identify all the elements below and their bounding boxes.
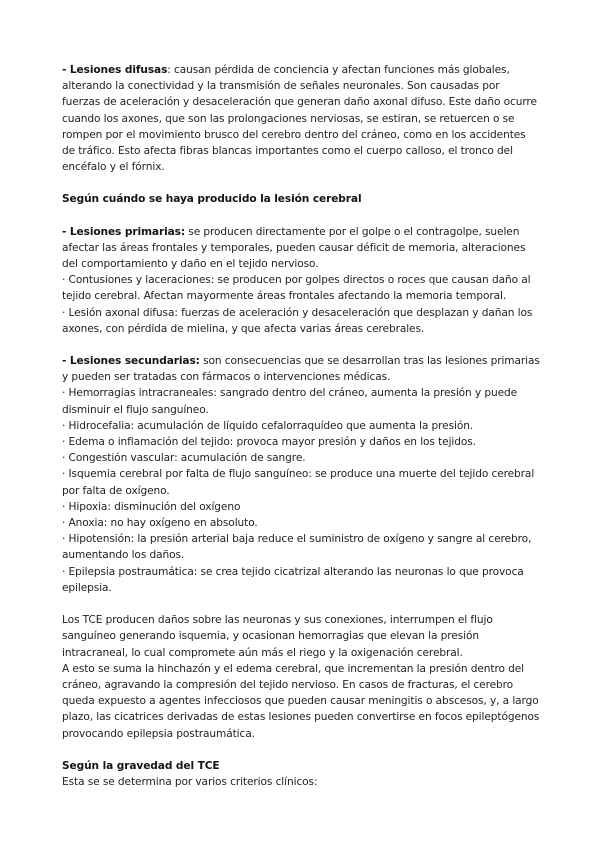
- heading-segun-gravedad: Según la gravedad del TCE: [62, 759, 220, 772]
- paragraph-lesiones-secundarias: [62, 353, 540, 385]
- list-item-contusiones: · Contusiones y laceraciones: se producen por golpes directos o roces que causan daño al tejido cerebral. Afectan mayormente áreas frontales afectando la memoria temporal.: [62, 274, 531, 303]
- spacer: [62, 208, 540, 224]
- document-body: [62, 62, 540, 790]
- spacer: [62, 742, 540, 758]
- list-item-lesion-axonal: · Lesión axonal difusa: fuerzas de aceleración y desaceleración que desplazan y dañan los axones, con pérdida de mielina, y que afecta varias áreas cerebrales.: [62, 306, 533, 335]
- term-lesiones-secundarias: - Lesiones secundarias:: [62, 355, 200, 368]
- lesiones-secundarias-text: son consecuencias que se desarrollan tras las lesiones primarias y pueden ser tratadas con fármacos o intervenciones médicas.: [62, 355, 540, 384]
- paragraph-lesiones-difusas: [62, 62, 540, 175]
- list-item-epilepsia: · Epilepsia postraumática: se crea tejido cicatrizal alterando las neuronas lo que provoca epilepsia.: [62, 565, 524, 594]
- list-item-hipoxia: · Hipoxia: disminución del oxígeno: [62, 500, 241, 513]
- list-item-anoxia: · Anoxia: no hay oxígeno en absoluto.: [62, 517, 258, 530]
- list-item-hidrocefalia: · Hidrocefalia: acumulación de líquido cefalorraquídeo que aumenta la presión.: [62, 419, 474, 432]
- list-item-congestion: · Congestión vascular: acumulación de sangre.: [62, 452, 306, 465]
- lesiones-difusas-text: : causan pérdida de conciencia y afectan funciones más globales, alterando la conectividad y la transmisión de señales neuronales. Son causadas por fuerzas de aceleración y desaceleración que generan daño axonal difuso. Este daño ocurre cuando los axones, que son las prolongaciones nerviosas, se estiran, se retuercen o se rompen por el movimiento brusco del cerebro dentro del cráneo, como en los accidentes de tráfico. Esto afecta fibras blancas importantes como el cuerpo calloso, el tronco del encéfalo y el fórnix.: [62, 64, 537, 174]
- term-lesiones-primarias: - Lesiones primarias:: [62, 225, 186, 238]
- spacer: [62, 175, 540, 191]
- paragraph-tce-1: Los TCE producen daños sobre las neuronas y sus conexiones, interrumpen el flujo sanguíneo generando isquemia, y ocasionan hemorragias que elevan la presión intracraneal, lo cual compromete aún más el riego y la oxigenación cerebral.: [62, 614, 493, 659]
- spacer: [62, 337, 540, 353]
- list-item-hipotension: · Hipotensión: la presión arterial baja reduce el suministro de oxígeno y sangre al cerebro, aumentando los daños.: [62, 533, 532, 562]
- lesiones-primarias-text: se producen directamente por el golpe o el contragolpe, suelen afectar las áreas frontales y temporales, pueden causar déficit de memoria, alteraciones del comportamiento y daño en el tejido nervioso.: [62, 225, 526, 271]
- list-item-isquemia: · Isquemia cerebral por falta de flujo sanguíneo: se produce una muerte del tejido cerebral por falta de oxígeno.: [62, 468, 535, 497]
- list-item-edema: · Edema o inflamación del tejido: provoca mayor presión y daños en los tejidos.: [62, 436, 476, 449]
- list-item-hemorragias: · Hemorragias intracraneales: sangrado dentro del cráneo, aumenta la presión y puede disminuir el flujo sanguíneo.: [62, 387, 518, 416]
- term-lesiones-difusas: - Lesiones difusas: [62, 64, 168, 76]
- paragraph-lesiones-primarias: [62, 224, 540, 273]
- paragraph-tce-2: A esto se suma la hinchazón y el edema cerebral, que incrementan la presión dentro del cráneo, agravando la compresión del tejido nervioso. En casos de fracturas, el cerebro queda expuesto a agentes infecciosos que pueden causar meningitis o abscesos, y, a largo plazo, las cicatrices derivadas de estas lesiones pueden convertirse en focos epileptógenos provocando epilepsia postraumática.: [62, 662, 540, 740]
- heading-segun-cuando: Según cuándo se haya producido la lesión cerebral: [62, 193, 362, 206]
- paragraph-gravedad: Esta se se determina por varios criterios clínicos:: [62, 775, 318, 788]
- spacer: [62, 596, 540, 612]
